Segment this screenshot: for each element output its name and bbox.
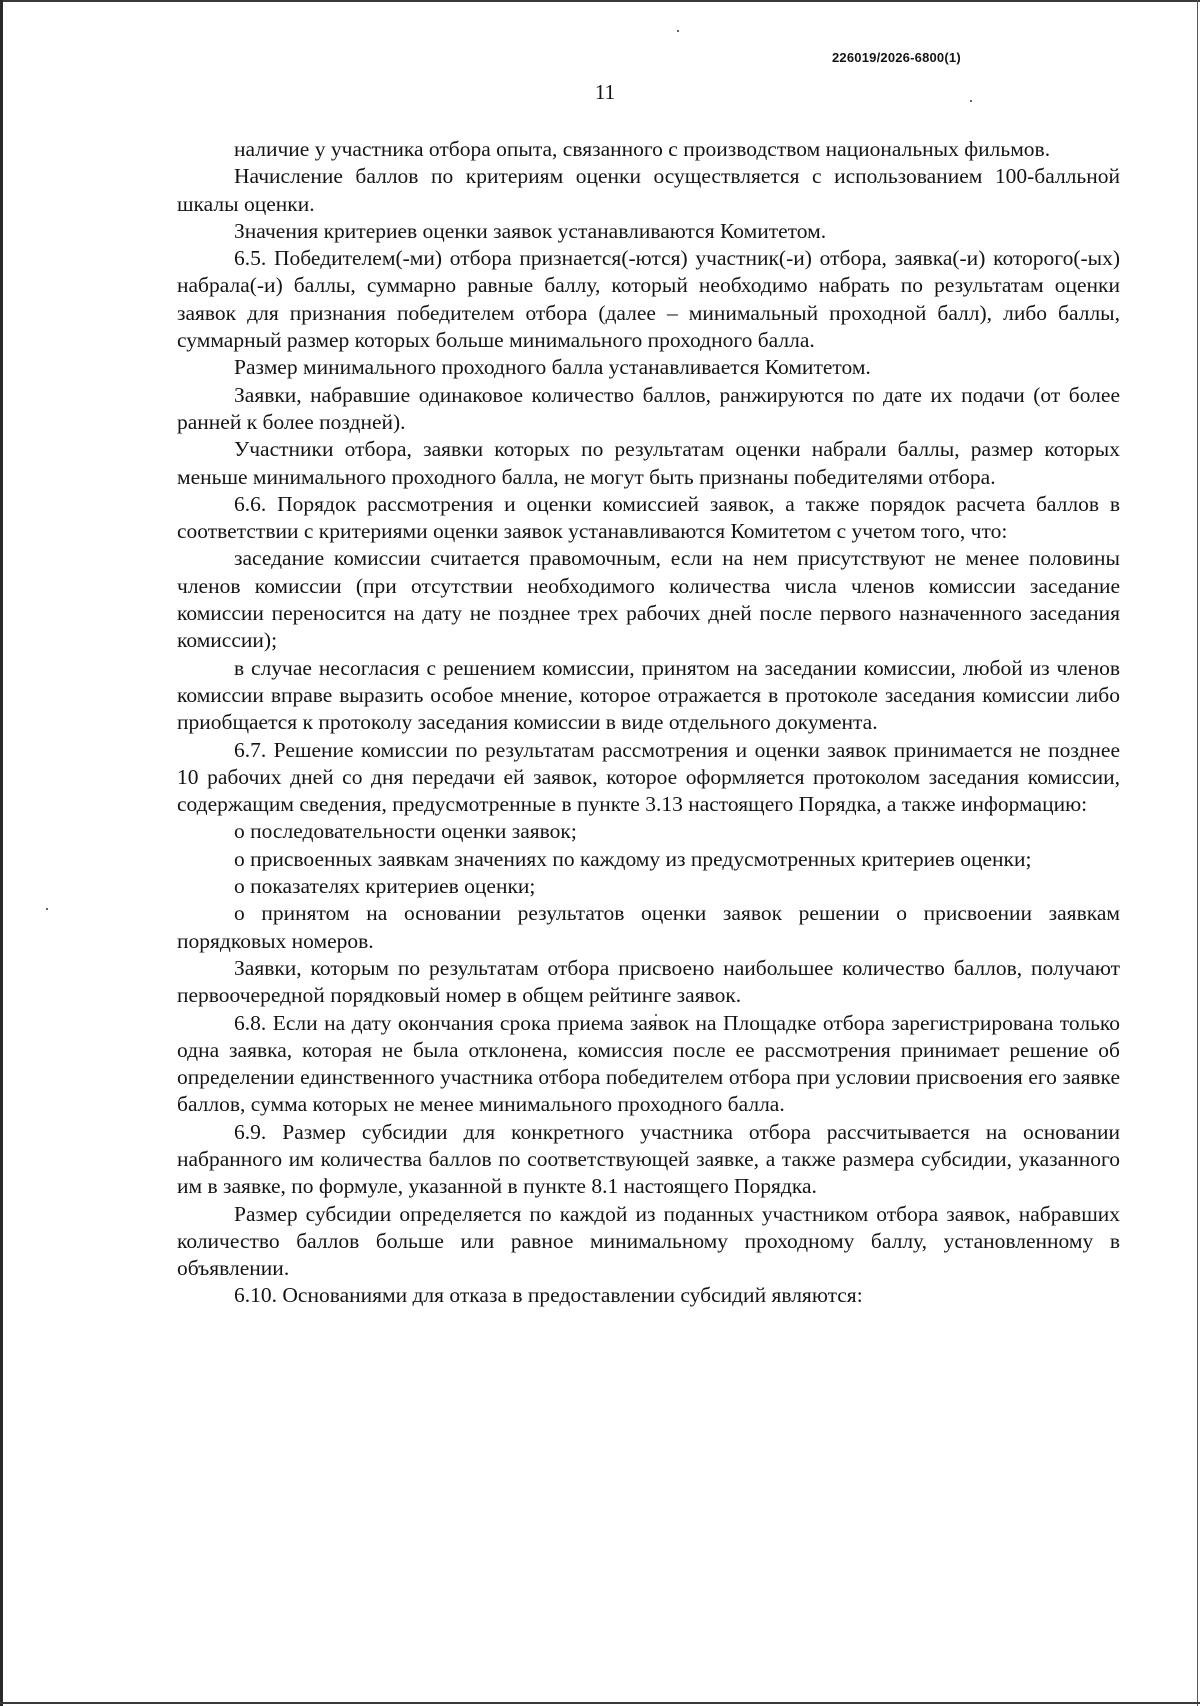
paragraph: о последовательности оценки заявок; bbox=[234, 819, 577, 844]
scan-border-top bbox=[0, 0, 1200, 2]
paragraph: наличие у участника отбора опыта, связанного с производством национальных фильмов. bbox=[234, 137, 1051, 161]
scan-border-left bbox=[0, 0, 3, 1706]
paragraph: Заявки, которым по результатам отбора присвоено наибольшее количество баллов, получают первоочередной порядковый номер в общем рейтинге заявок. bbox=[177, 955, 1120, 1008]
paragraph: о показателях критериев оценки; bbox=[234, 874, 536, 899]
paragraph: Заявки, набравшие одинаковое количество баллов, ранжируются по дате их подачи (от более ранней к более поздней). bbox=[177, 382, 1120, 434]
document-body bbox=[177, 136, 1120, 1310]
paragraph: 6.7. Решение комиссии по результатам рассмотрения и оценки заявок принимается не позднее 10 рабочих дней со дня передачи ей заявок, которое оформляется протоколом заседания комиссии, содержащим сведения, предусмотренные в пункте 3.13 настоящего Порядка, а также информацию: bbox=[177, 737, 1120, 817]
paragraph: Участники отбора, заявки которых по результатам оценки набрали баллы, размер которых меньше минимального проходного балла, не могут быть признаны победителями отбора. bbox=[177, 437, 1120, 489]
paragraph: о присвоенных заявкам значениях по каждому из предусмотренных критериев оценки; bbox=[234, 846, 1032, 871]
paragraph: 6.9. Размер субсидии для конкретного участника отбора рассчитывается на основании набранного им количества баллов по соответствующей заявке, а также размера субсидии, указанного им в заявке, по формуле, указанной в пункте 8.1 настоящего Порядка. bbox=[177, 1119, 1120, 1199]
paragraph: 6.6. Порядок рассмотрения и оценки комиссией заявок, а также порядок расчета баллов в соответствии с критериями оценки заявок устанавливаются Комитетом с учетом того, что: bbox=[177, 491, 1120, 544]
page-number: 11 bbox=[594, 80, 616, 104]
paragraph: Размер субсидии определяется по каждой из поданных участником отбора заявок, набравших количество баллов больше или равное минимальному проходному баллу, установленному в объявлении. bbox=[177, 1201, 1120, 1281]
paragraph: Значения критериев оценки заявок устанавливаются Комитетом. bbox=[234, 218, 827, 243]
paragraph: 6.8. Если на дату окончания срока приема заявок на Площадке отбора зарегистрирована только одна заявка, которая не была отклонена, комиссия после ее рассмотрения принимает решение об определении единственного участника отбора победителем отбора при условии присвоения его заявке баллов, сумма которых не менее минимального проходного балла. bbox=[177, 1010, 1120, 1117]
paragraph: в случае несогласия с решением комиссии, принятом на заседании комиссии, любой из членов комиссии вправе выразить особое мнение, которое отражается в протоколе заседания комиссии либо приобщается к протоколу заседания комиссии в виде отдельного документа. bbox=[177, 655, 1120, 735]
paragraph: 6.5. Победителем(-ми) отбора признается(-ются) участник(-и) отбора, заявка(-и) которого(-ых) набрала(-и) баллы, суммарно равные баллу, который необходимо набрать по результатам оценки заявок для признания победителем отбора (далее – минимальный проходной балл), либо баллы, суммарный размер которых больше минимального проходного балла. bbox=[177, 246, 1120, 353]
paragraph: Размер минимального проходного балла устанавливается Комитетом. bbox=[234, 355, 871, 380]
scan-border-right bbox=[1197, 0, 1198, 1706]
paragraph: Начисление баллов по критериям оценки осуществляется с использованием 100-балльной шкалы оценки. bbox=[177, 164, 1120, 216]
document-number: 226019/2026-6800(1) bbox=[832, 50, 961, 65]
scan-speck bbox=[970, 100, 972, 102]
paragraph: о принятом на основании результатов оценки заявок решении о присвоении заявкам порядковых номеров. bbox=[177, 901, 1120, 953]
paragraph: заседание комиссии считается правомочным, если на нем присутствуют не менее половины членов комиссии (при отсутствии необходимого количества числа членов комиссии заседание комиссии переносится на дату не позднее трех рабочих дней после первого назначенного заседания комиссии); bbox=[177, 546, 1120, 653]
paragraph: 6.10. Основаниями для отказа в предоставлении субсидий являются: bbox=[234, 1283, 863, 1308]
scan-border-bottom bbox=[0, 1702, 1200, 1704]
scan-speck bbox=[677, 30, 679, 32]
scan-speck bbox=[46, 908, 48, 910]
